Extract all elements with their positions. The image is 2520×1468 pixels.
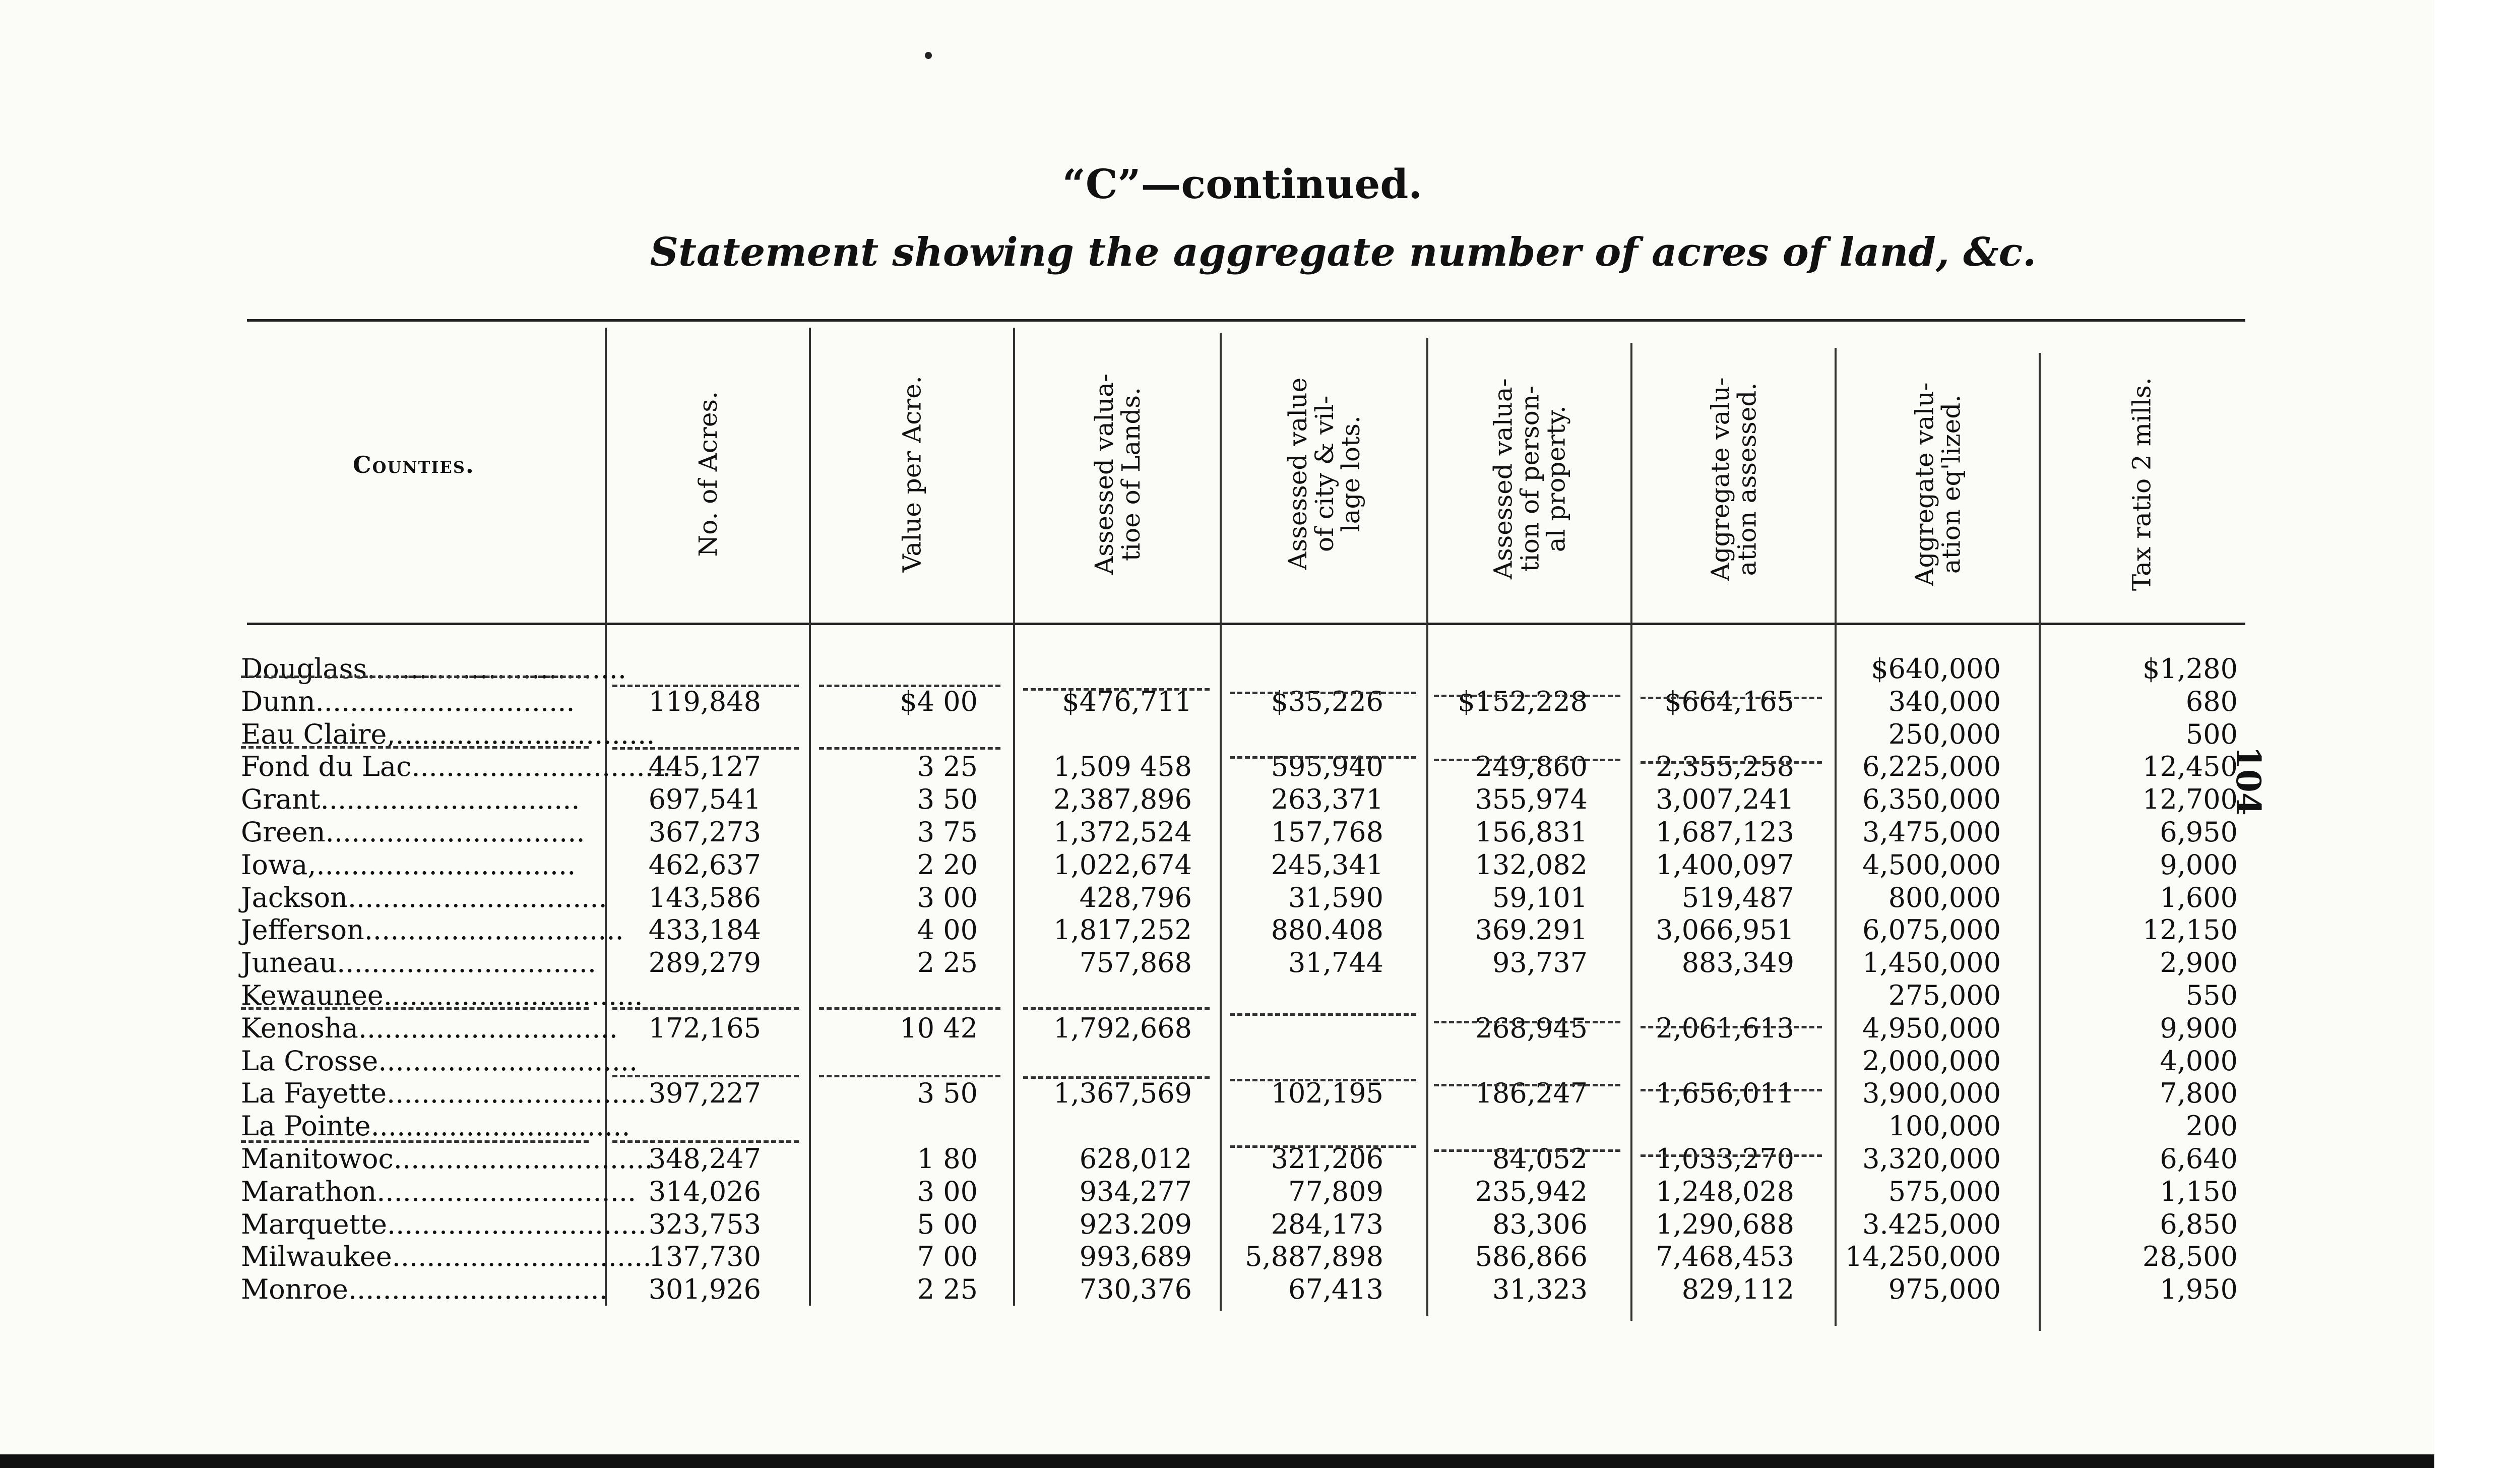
assessed-cell: 1,248,028 [1656, 1175, 1794, 1207]
lands-cell: 428,796 [1079, 881, 1192, 913]
county-name-cell [241, 1045, 638, 1077]
acres-cell: 433,184 [648, 914, 761, 946]
lands-cell: 1,372,524 [1053, 816, 1192, 848]
tax-cell: 12,700 [2143, 783, 2238, 816]
page-number: 104 [2229, 746, 2268, 816]
assessed-cell: 2,355,258 [1656, 751, 1794, 783]
table-row [0, 947, 2434, 979]
tax-cell: 200 [2185, 1110, 2238, 1142]
county-name: Fond du Lac [241, 751, 412, 783]
dotted-rule [612, 1007, 799, 1010]
tax-cell: 680 [2185, 685, 2238, 717]
table-row [0, 751, 2434, 783]
acres-cell: 697,541 [648, 783, 761, 816]
assessed-cell: 1,687,123 [1656, 816, 1794, 848]
column-header-text: Aggregate valu- ation eq'lized. [1910, 382, 1966, 586]
acres-cell: 301,926 [648, 1273, 761, 1306]
county-name-cell [241, 1110, 631, 1142]
dot-leader: .............................. [367, 653, 626, 685]
county-name-cell [241, 1175, 637, 1207]
county-name-cell [241, 783, 594, 815]
city-lots-cell: 321,206 [1271, 1143, 1383, 1175]
dotted-rule [1023, 1007, 1210, 1010]
value-per-acre-cell: 4 00 [917, 914, 978, 946]
city-lots-cell: 284,173 [1271, 1208, 1383, 1240]
column-header-text: No. of Acres. [693, 391, 723, 557]
dotted-rule [1230, 1079, 1416, 1081]
value-per-acre-cell: 7 00 [917, 1241, 978, 1273]
acres-cell: 367,273 [648, 816, 761, 848]
tax-cell: 7,800 [2160, 1077, 2238, 1110]
dotted-rule [1434, 1149, 1620, 1152]
county-name: Manitowoc [241, 1143, 394, 1175]
personal-cell: 31,323 [1492, 1273, 1588, 1306]
acres-cell: 323,753 [648, 1208, 761, 1240]
dotted-rule [241, 1007, 589, 1010]
county-name: Douglass [241, 653, 367, 685]
dotted-rule [1641, 761, 1822, 764]
personal-cell: 369.291 [1475, 914, 1588, 946]
county-name-cell [241, 914, 624, 946]
table-row [0, 914, 2434, 946]
county-name-cell [241, 1273, 608, 1306]
dot-leader: .............................. [392, 1241, 652, 1273]
county-name: Milwaukee [241, 1241, 392, 1273]
column-header-acres [607, 328, 809, 620]
table-row [0, 882, 2434, 914]
dotted-rule [1434, 695, 1620, 697]
tax-cell: 1,150 [2160, 1175, 2238, 1207]
equalized-cell: 275,000 [1888, 980, 2001, 1011]
dot-leader: .............................. [387, 1077, 646, 1110]
dotted-rule [819, 1007, 1000, 1010]
county-name: Dunn [241, 685, 316, 717]
dot-leader: .............................. [411, 751, 671, 783]
personal-cell: 268,945 [1475, 1012, 1588, 1044]
table-row [0, 1077, 2434, 1110]
city-lots-cell: 263,371 [1271, 783, 1383, 816]
lands-cell: 2,387,896 [1053, 783, 1192, 816]
dot-leader: .............................. [376, 1175, 637, 1207]
dot-leader: .............................. [387, 1208, 647, 1240]
county-name: Jackson [241, 881, 348, 913]
table-row [0, 1208, 2434, 1241]
county-name: Juneau [241, 947, 337, 979]
equalized-cell: 14,250,000 [1845, 1241, 2001, 1273]
personal-cell: 186,247 [1475, 1077, 1588, 1110]
equalized-cell: 6,350,000 [1862, 783, 2001, 816]
tax-cell: 12,150 [2143, 914, 2238, 946]
county-name-cell [241, 1077, 646, 1110]
county-name: Jefferson [241, 914, 364, 946]
city-lots-cell: 31,744 [1288, 947, 1383, 979]
dotted-rule [1230, 1145, 1416, 1148]
dot-leader: .............................. [395, 718, 655, 750]
tax-cell: 4,000 [2160, 1045, 2238, 1077]
personal-cell: 355,974 [1475, 783, 1588, 816]
city-lots-cell: $35,226 [1271, 685, 1383, 717]
assessed-cell: 3,066,951 [1656, 914, 1794, 946]
county-name: La Pointe [241, 1110, 371, 1142]
tax-cell: 500 [2185, 718, 2238, 750]
dot-leader: .............................. [347, 881, 607, 913]
lands-cell: 1,509 458 [1053, 751, 1192, 783]
column-header-tax [2041, 338, 2243, 630]
dotted-rule [612, 747, 799, 750]
lands-cell: 934,277 [1079, 1175, 1192, 1207]
county-name-cell [241, 816, 594, 848]
table-row [0, 1143, 2434, 1175]
tax-cell: 9,900 [2160, 1012, 2238, 1044]
equalized-cell: 4,950,000 [1862, 1012, 2001, 1044]
county-name-cell [241, 1143, 653, 1175]
county-name-cell [241, 980, 643, 1011]
equalized-cell: 6,075,000 [1862, 914, 2001, 946]
value-per-acre-cell: 5 00 [917, 1208, 978, 1240]
column-header-text: Assessed valua- tion of person- al property. [1488, 378, 1571, 580]
personal-cell: 235,942 [1475, 1175, 1588, 1207]
value-per-acre-cell: 2 25 [917, 947, 978, 979]
column-header-text: Aggregate valu- ation assessed. [1706, 377, 1761, 581]
dotted-rule [819, 1075, 1000, 1077]
personal-cell: 132,082 [1475, 848, 1588, 881]
table-row [0, 816, 2434, 848]
equalized-cell: 340,000 [1888, 685, 2001, 717]
dotted-rule [1434, 759, 1620, 761]
tax-cell: 1,950 [2160, 1273, 2238, 1306]
dot-leader: .............................. [348, 1273, 608, 1306]
equalized-cell: 250,000 [1888, 718, 2001, 750]
county-name: Monroe [241, 1273, 348, 1306]
column-header-personal [1429, 333, 1630, 625]
lands-cell: 1,022,674 [1053, 848, 1192, 881]
equalized-cell: 6,225,000 [1862, 751, 2001, 783]
dot-leader: .............................. [320, 783, 580, 816]
county-name-cell [241, 849, 594, 881]
dotted-rule [1230, 692, 1416, 694]
table-row [0, 653, 2434, 685]
dotted-rule [819, 747, 1000, 750]
acres-cell: 119,848 [648, 685, 761, 717]
dotted-rule [1023, 1076, 1210, 1079]
dotted-rule [1023, 688, 1210, 691]
tax-cell: 28,500 [2143, 1241, 2238, 1273]
city-lots-cell: 102,195 [1271, 1077, 1383, 1110]
tax-cell: 2,900 [2160, 947, 2238, 979]
value-per-acre-cell: 10 42 [900, 1012, 978, 1044]
county-name-cell [241, 881, 607, 913]
dotted-rule [612, 1075, 799, 1077]
dot-leader: .............................. [316, 848, 576, 881]
value-per-acre-cell: 3 75 [917, 816, 978, 848]
lands-cell: 730,376 [1079, 1273, 1192, 1306]
county-name-cell [241, 1208, 647, 1240]
city-lots-cell: 595,940 [1271, 751, 1383, 783]
assessed-cell: 3,007,241 [1656, 783, 1794, 816]
dot-leader: .............................. [337, 947, 597, 979]
scan-border [0, 1454, 2434, 1468]
tax-cell: 12,450 [2143, 751, 2238, 783]
dot-leader: .............................. [393, 1143, 653, 1175]
assessed-cell: 2,061,613 [1656, 1012, 1794, 1044]
assessed-cell: 1,290,688 [1656, 1208, 1794, 1240]
table-row [0, 1273, 2434, 1306]
county-name: La Fayette [241, 1077, 387, 1110]
county-name: La Crosse [241, 1045, 379, 1077]
personal-cell: $152,228 [1458, 685, 1588, 717]
personal-cell: 84,052 [1492, 1143, 1588, 1175]
value-per-acre-cell: 2 25 [917, 1273, 978, 1306]
value-per-acre-cell: $4 00 [900, 685, 978, 717]
equalized-cell: $640,000 [1871, 653, 2001, 685]
lands-cell: 628,012 [1079, 1143, 1192, 1175]
table-row [0, 686, 2434, 718]
assessed-cell: 7,468,453 [1656, 1241, 1794, 1273]
county-name-cell [241, 947, 597, 979]
county-name: Grant [241, 783, 321, 816]
assessed-cell: 1,656,011 [1656, 1077, 1794, 1110]
personal-cell: 93,737 [1492, 947, 1588, 979]
city-lots-cell: 67,413 [1288, 1273, 1383, 1306]
table-row [0, 1176, 2434, 1208]
dot-leader: .............................. [383, 980, 643, 1011]
county-name: Green [241, 816, 326, 848]
dotted-rule [1641, 1089, 1822, 1091]
table-row [0, 783, 2434, 816]
city-lots-cell: 5,887,898 [1245, 1241, 1383, 1273]
dotted-rule [1230, 756, 1416, 759]
dot-leader: .............................. [325, 816, 585, 848]
column-header-text: Assessed value of city & vil- lage lots. [1283, 378, 1365, 570]
column-header-lands [1016, 328, 1220, 620]
column-header-city-lots [1222, 328, 1426, 620]
city-lots-cell: 245,341 [1271, 848, 1383, 881]
equalized-cell: 1,450,000 [1862, 947, 2001, 979]
lands-cell: 1,792,668 [1053, 1012, 1192, 1044]
equalized-cell: 4,500,000 [1862, 848, 2001, 881]
value-per-acre-cell: 3 25 [917, 751, 978, 783]
table-row [0, 1110, 2434, 1142]
dot-leader: .............................. [315, 685, 575, 717]
county-name-cell [241, 686, 594, 717]
personal-cell: 59,101 [1492, 881, 1588, 913]
tax-cell: 1,600 [2160, 881, 2238, 913]
acres-cell: 289,279 [648, 947, 761, 979]
assessed-cell: 1,400,097 [1656, 848, 1794, 881]
lands-cell: 1,367,569 [1053, 1077, 1192, 1110]
acres-cell: 348,247 [648, 1143, 761, 1175]
dot-leader: .............................. [378, 1045, 638, 1077]
county-name: Kenosha [241, 1012, 358, 1044]
county-name: Iowa, [241, 848, 317, 881]
acres-cell: 143,586 [648, 881, 761, 913]
dot-leader: .............................. [364, 914, 624, 946]
column-header-text: Assessed valua- tioe of Lands. [1090, 373, 1146, 575]
tax-cell: 9,000 [2160, 848, 2238, 881]
equalized-cell: 100,000 [1888, 1110, 2001, 1142]
dotted-rule [1434, 1021, 1620, 1023]
value-per-acre-cell: 3 50 [917, 1077, 978, 1110]
lands-cell: 993,689 [1079, 1241, 1192, 1273]
assessed-cell: 883,349 [1681, 947, 1794, 979]
county-name-cell [241, 751, 671, 783]
tax-cell: $1,280 [2143, 653, 2238, 685]
value-per-acre-cell: 3 50 [917, 783, 978, 816]
lands-cell: 757,868 [1079, 947, 1192, 979]
equalized-cell: 800,000 [1888, 881, 2001, 913]
county-name: Kewaunee [241, 980, 384, 1011]
personal-cell: 83,306 [1492, 1208, 1588, 1240]
county-name-cell [241, 653, 626, 685]
table-row [0, 718, 2434, 751]
column-header-assessed [1633, 333, 1835, 625]
value-per-acre-cell: 3 00 [917, 1175, 978, 1207]
lands-cell: 923.209 [1079, 1208, 1192, 1240]
value-per-acre-cell: 1 80 [917, 1143, 978, 1175]
value-per-acre-cell: 3 00 [917, 881, 978, 913]
dotted-rule [612, 1140, 799, 1143]
column-header-value-per-acre [811, 328, 1013, 620]
acres-cell: 445,127 [648, 751, 761, 783]
city-lots-cell: 157,768 [1271, 816, 1383, 848]
column-header-equalized [1837, 338, 2039, 630]
equalized-cell: 3,900,000 [1862, 1077, 2001, 1110]
acres-cell: 314,026 [648, 1175, 761, 1207]
section-heading: “C”—continued. [1062, 160, 1423, 208]
city-lots-cell: 77,809 [1288, 1175, 1383, 1207]
dotted-rule [1641, 1026, 1822, 1028]
dot-leader: .............................. [370, 1110, 631, 1142]
equalized-cell: 3.425,000 [1862, 1208, 2001, 1240]
assessed-cell: 1,033,270 [1656, 1143, 1794, 1175]
acres-cell: 397,227 [648, 1077, 761, 1110]
column-header-text: Tax ratio 2 mills. [2127, 377, 2157, 591]
equalized-cell: 3,320,000 [1862, 1143, 2001, 1175]
city-lots-cell: 31,590 [1288, 881, 1383, 913]
dotted-rule [241, 746, 589, 749]
table-row [0, 849, 2434, 881]
tax-cell: 6,640 [2160, 1143, 2238, 1175]
column-header-counties: Counties. [353, 451, 475, 478]
tax-cell: 6,850 [2160, 1208, 2238, 1240]
lands-cell: 1,817,252 [1053, 914, 1192, 946]
dotted-rule [1641, 697, 1822, 699]
dotted-rule [1641, 1154, 1822, 1157]
assessed-cell: $664,165 [1664, 685, 1794, 717]
table-row [0, 1012, 2434, 1045]
tax-cell: 6,950 [2160, 816, 2238, 848]
dotted-rule [1230, 1013, 1416, 1016]
dotted-rule [612, 685, 799, 687]
acres-cell: 137,730 [648, 1241, 761, 1273]
dotted-rule [819, 685, 1000, 687]
top-rule [247, 319, 2245, 322]
tax-cell: 550 [2185, 980, 2238, 1011]
county-name: Marquette [241, 1208, 387, 1240]
county-name-cell [241, 1241, 652, 1273]
equalized-cell: 3,475,000 [1862, 816, 2001, 848]
dotted-rule [241, 676, 589, 678]
equalized-cell: 575,000 [1888, 1175, 2001, 1207]
table-caption: Statement showing the aggregate number of acres of land, &c. [650, 229, 2037, 275]
personal-cell: 249,860 [1475, 751, 1588, 783]
acres-cell: 462,637 [648, 848, 761, 881]
county-name: Marathon [241, 1175, 377, 1207]
county-name: Eau Claire, [241, 718, 396, 750]
equalized-cell: 975,000 [1888, 1273, 2001, 1306]
value-per-acre-cell: 2 20 [917, 848, 978, 881]
column-header-text: Value per Acre. [897, 376, 927, 572]
personal-cell: 156,831 [1475, 816, 1588, 848]
dot-leader: .............................. [358, 1012, 618, 1044]
equalized-cell: 2,000,000 [1862, 1045, 2001, 1077]
dotted-rule [1434, 1084, 1620, 1086]
city-lots-cell: 880.408 [1271, 914, 1383, 946]
assessed-cell: 829,112 [1681, 1273, 1794, 1306]
lands-cell: $476,711 [1062, 685, 1192, 717]
personal-cell: 586,866 [1475, 1241, 1588, 1273]
table-row [0, 1241, 2434, 1273]
county-name-cell [241, 718, 655, 750]
ink-speck [925, 52, 932, 59]
acres-cell: 172,165 [648, 1012, 761, 1044]
county-name-cell [241, 1012, 618, 1044]
table-row [0, 1045, 2434, 1077]
dotted-rule [241, 1140, 589, 1143]
assessed-cell: 519,487 [1681, 881, 1794, 913]
